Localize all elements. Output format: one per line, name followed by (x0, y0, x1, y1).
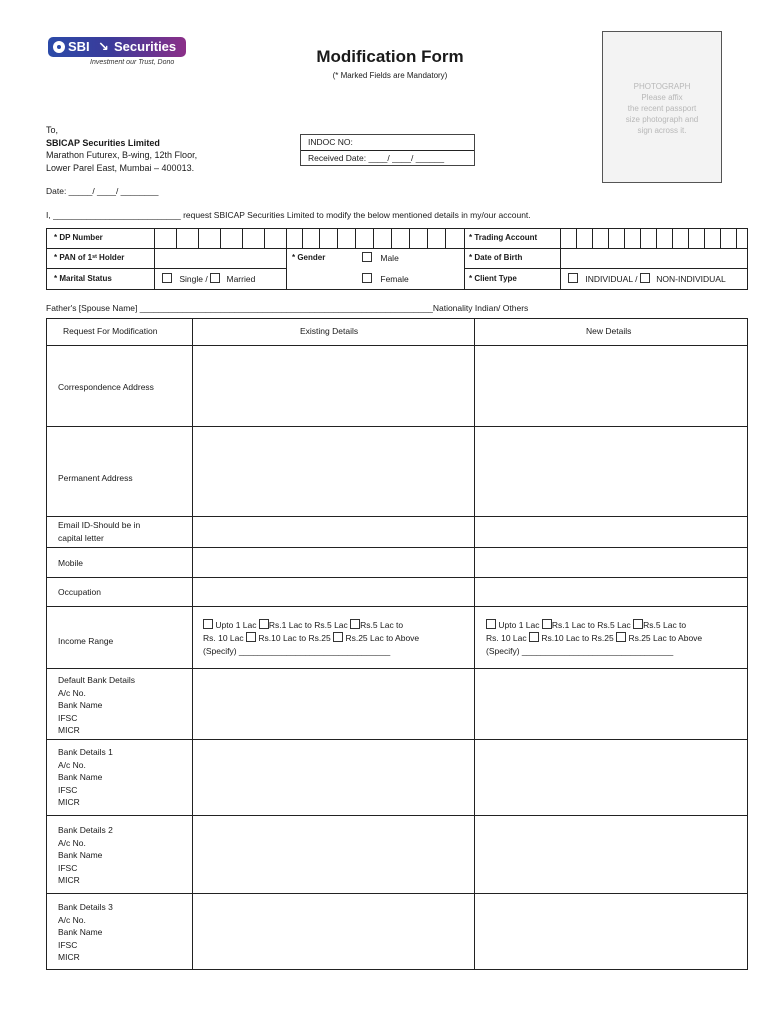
income-options-new[interactable] (486, 619, 756, 658)
header-existing: Existing Details (300, 326, 359, 336)
single-checkbox[interactable] (162, 273, 172, 283)
bank-section-1 (58, 746, 113, 809)
marital-single-option[interactable] (162, 273, 255, 284)
photo-instruction-4: sign across it. (637, 126, 687, 135)
photo-label: PHOTOGRAPH (633, 82, 691, 91)
income-new-specify[interactable]: (Specify) ________________________________ (486, 646, 674, 656)
bank-ac-label: A/c No. (58, 914, 86, 925)
income-new-opt-2: Rs.1 Lac to Rs.5 Lac (551, 620, 631, 630)
single-label: Single / (179, 274, 208, 284)
income-1-5-checkbox[interactable] (259, 619, 269, 629)
income-specify[interactable]: (Specify) ________________________________ (203, 646, 391, 656)
gender-male-option[interactable] (362, 252, 399, 263)
address-line-1: Marathon Futurex, B-wing, 12th Floor, (46, 150, 198, 160)
bank-name-label: Bank Name (58, 927, 103, 937)
request-statement: I, ___________________________ request SBICAP Securities Limited to modify the below mentioned details in my/our account. (46, 210, 531, 220)
client-type-label: * Client Type (469, 274, 517, 283)
income-new-opt-3: Rs.5 Lac to (643, 620, 687, 630)
income-opt-4: Rs.10 Lac to Rs.25 (258, 633, 331, 643)
photograph-box[interactable] (602, 31, 722, 183)
female-label: Female (380, 274, 409, 284)
row-mobile: Mobile (58, 558, 84, 568)
male-label: Male (380, 253, 399, 263)
row-email (58, 519, 140, 544)
income-new-25-above-checkbox[interactable] (616, 632, 626, 642)
income-opt-3: Rs.5 Lac to (360, 620, 404, 630)
date-field[interactable]: Date: _____/ ____/ ________ (46, 186, 159, 196)
dob-label: * Date of Birth (469, 253, 523, 262)
income-new-opt-3b: Rs. 10 Lac (486, 633, 527, 643)
logo-tagline: Investment our Trust, Dono (90, 59, 175, 66)
photo-instruction-3: size photograph and (625, 115, 699, 124)
row-email-line-1: Email ID-Should be in (58, 520, 141, 530)
married-checkbox[interactable] (210, 273, 220, 283)
trading-account-label: * Trading Account (469, 233, 538, 242)
bank-ifsc-label: IFSC (58, 862, 78, 873)
row-email-line-2: capital letter (58, 532, 104, 543)
bank-section-2 (58, 824, 113, 887)
bank-ac-label: A/c No. (58, 759, 86, 770)
income-opt-1: Upto 1 Lac (215, 620, 257, 630)
income-opt-2: Rs.1 Lac to Rs.5 Lac (268, 620, 348, 630)
indoc-number-label: INDOC NO: (308, 137, 353, 147)
form-subtitle: (* Marked Fields are Mandatory) (332, 71, 448, 80)
bank-micr-label: MICR (58, 797, 80, 807)
bank-ifsc-label: IFSC (58, 712, 78, 723)
bank-title: Bank Details 1 (58, 747, 113, 757)
row-occupation: Occupation (58, 587, 101, 597)
form-title: Modification Form (316, 47, 464, 66)
bank-name-label: Bank Name (58, 850, 103, 860)
income-opt-5: Rs.25 Lac to Above (345, 633, 420, 643)
bank-section-3 (58, 901, 113, 964)
income-upto-1-lac-checkbox[interactable] (203, 619, 213, 629)
father-spouse-line[interactable]: Father's [Spouse Name] ______________________________________________________________Nationality Indian/ Others (46, 303, 529, 313)
gender-label: * Gender (292, 253, 326, 262)
married-label: Married (226, 274, 256, 284)
income-new-5-10-checkbox[interactable] (633, 619, 643, 629)
income-25-above-checkbox[interactable] (333, 632, 343, 642)
address-to: To, (46, 125, 59, 135)
bank-micr-label: MICR (58, 952, 80, 962)
non-individual-checkbox[interactable] (640, 273, 650, 283)
bank-ac-label: A/c No. (58, 837, 86, 848)
gender-female-option[interactable] (362, 273, 409, 284)
marital-status-label: * Marital Status (54, 274, 112, 283)
income-5-10-checkbox[interactable] (350, 619, 360, 629)
dp-number-label: * DP Number (54, 233, 103, 242)
income-opt-3b: Rs. 10 Lac (203, 633, 244, 643)
pan-holder-label: * PAN of 1ˢᵗ Holder (54, 253, 125, 262)
row-income-range: Income Range (58, 636, 114, 646)
logo-badge (48, 37, 186, 57)
received-date-label: Received Date: ____/ ____/ ______ (308, 153, 445, 163)
recipient-address (46, 124, 197, 174)
photo-instruction-1: Please affix (641, 93, 683, 102)
address-company: SBICAP Securities Limited (46, 137, 160, 148)
income-options-existing[interactable] (203, 619, 473, 658)
bank-micr-label: MICR (58, 725, 80, 735)
male-checkbox[interactable] (362, 252, 372, 262)
income-new-upto-1-lac-checkbox[interactable] (486, 619, 496, 629)
swoosh-icon: ↘ (98, 39, 109, 54)
bank-title: Bank Details 3 (58, 902, 113, 912)
income-new-1-5-checkbox[interactable] (542, 619, 552, 629)
indoc-box (300, 134, 475, 166)
client-type-options[interactable] (568, 273, 726, 284)
header-new: New Details (586, 326, 632, 336)
logo-brand-b: Securities (114, 39, 177, 54)
income-new-opt-5: Rs.25 Lac to Above (628, 633, 703, 643)
bank-title: Default Bank Details (58, 675, 136, 685)
female-checkbox[interactable] (362, 273, 372, 283)
income-new-opt-4: Rs.10 Lac to Rs.25 (541, 633, 614, 643)
header-request: Request For Modification (63, 326, 158, 336)
logo-brand-a: SBI (68, 39, 90, 54)
bank-micr-label: MICR (58, 875, 80, 885)
bank-ifsc-label: IFSC (58, 939, 78, 950)
bank-section-default (58, 674, 135, 737)
row-correspondence-address: Correspondence Address (58, 382, 154, 392)
individual-checkbox[interactable] (568, 273, 578, 283)
address-line-2: Lower Parel East, Mumbai – 400013. (46, 162, 195, 173)
income-new-10-25-checkbox[interactable] (529, 632, 539, 642)
bank-name-label: Bank Name (58, 700, 103, 710)
individual-label: INDIVIDUAL / (585, 274, 638, 284)
bank-ac-label: A/c No. (58, 687, 86, 698)
bank-name-label: Bank Name (58, 772, 103, 782)
sbi-securities-logo (48, 37, 188, 71)
photo-instruction-2: the recent passport (627, 104, 697, 113)
non-individual-label: NON-INDIVIDUAL (656, 274, 726, 284)
bank-ifsc-label: IFSC (58, 784, 78, 795)
row-permanent-address: Permanent Address (58, 473, 133, 483)
details-grid (46, 228, 748, 290)
sbi-emblem-icon (53, 41, 65, 53)
income-new-opt-1: Upto 1 Lac (498, 620, 540, 630)
bank-title: Bank Details 2 (58, 825, 113, 835)
income-10-25-checkbox[interactable] (246, 632, 256, 642)
